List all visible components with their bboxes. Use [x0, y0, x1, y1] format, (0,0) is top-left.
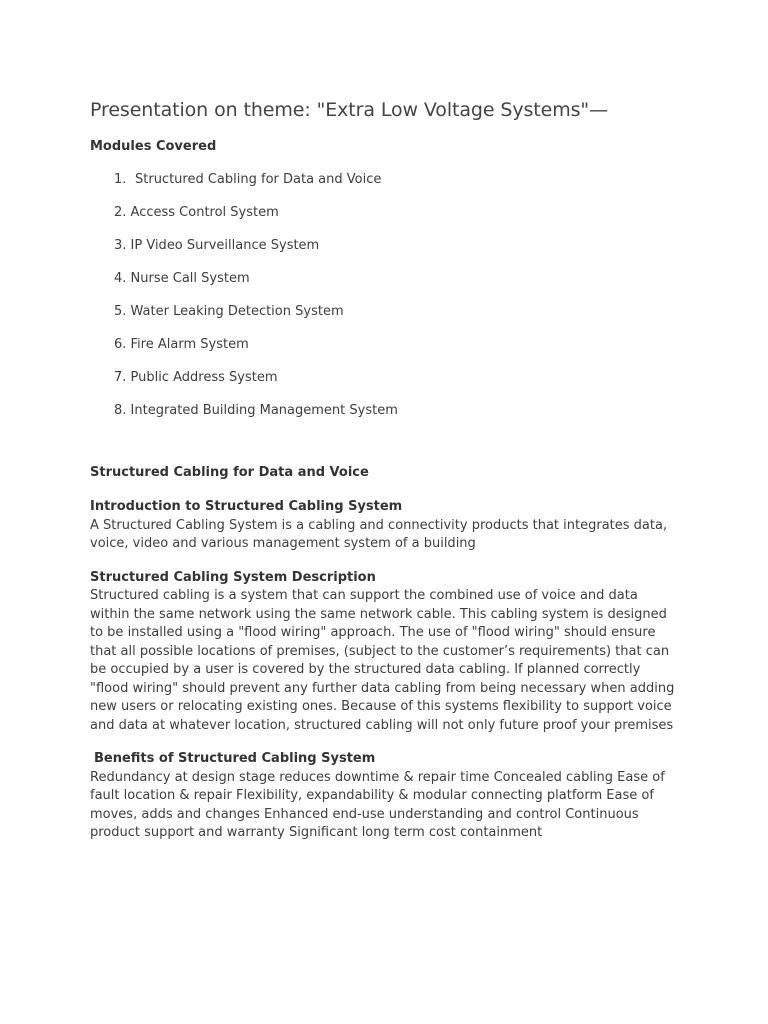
module-item-8: 8. Integrated Building Management System [114, 403, 398, 418]
module-item-2: 2. Access Control System [114, 205, 279, 220]
module-item-5: 5. Water Leaking Detection System [114, 304, 344, 319]
module-item-1-label: Structured Cabling for Data and Voice [135, 172, 382, 187]
intro-block [90, 498, 680, 554]
module-item-6: 6. Fire Alarm System [114, 337, 249, 352]
benefits-block [90, 750, 680, 843]
modules-heading: Modules Covered [90, 139, 217, 154]
description-block [90, 569, 680, 736]
module-item-7: 7. Public Address System [114, 370, 278, 385]
module-item-4: 4. Nurse Call System [114, 271, 250, 286]
modules-list [90, 170, 680, 421]
page-title: Presentation on theme: "Extra Low Voltage Systems"— [90, 99, 608, 121]
description-heading: Structured Cabling System Description [90, 569, 376, 585]
intro-heading: Introduction to Structured Cabling System [90, 499, 403, 514]
document-page [90, 96, 680, 843]
benefits-body: Redundancy at design stage reduces downtime & repair time Concealed cabling Ease of fault location & repair Flexibility, expandability & modular connecting platform Ease of moves, adds and changes Enhanced end-use understanding and control Continuous product support and warranty Significant long term cost containment [90, 769, 665, 840]
section-title: Structured Cabling for Data and Voice [90, 465, 369, 480]
description-body: Structured cabling is a system that can support the combined use of voice and data within the same network using the same network cable. This cabling system is designed to be installed using a "flood wiring" approach. The use of "flood wiring" should ensure that all possible locations of premises, (subject to the customer’s requirements) that can be occupied by a user is covered by the structured data cabling. If planned correctly "flood wiring" should prevent any further data cabling from being necessary when adding new users or relocating existing ones. Because of this systems flexibility to support voice and data at whatever location, structured cabling will not only future proof your premises [90, 588, 675, 733]
module-item-3: 3. IP Video Surveillance System [114, 238, 320, 253]
module-item-1-number: 1. [114, 172, 127, 187]
intro-body: A Structured Cabling System is a cabling and connectivity products that integrates data, voice, video and various management system of a building [90, 517, 668, 551]
benefits-heading: Benefits of Structured Cabling System [94, 751, 376, 766]
module-item-1 [90, 170, 680, 190]
